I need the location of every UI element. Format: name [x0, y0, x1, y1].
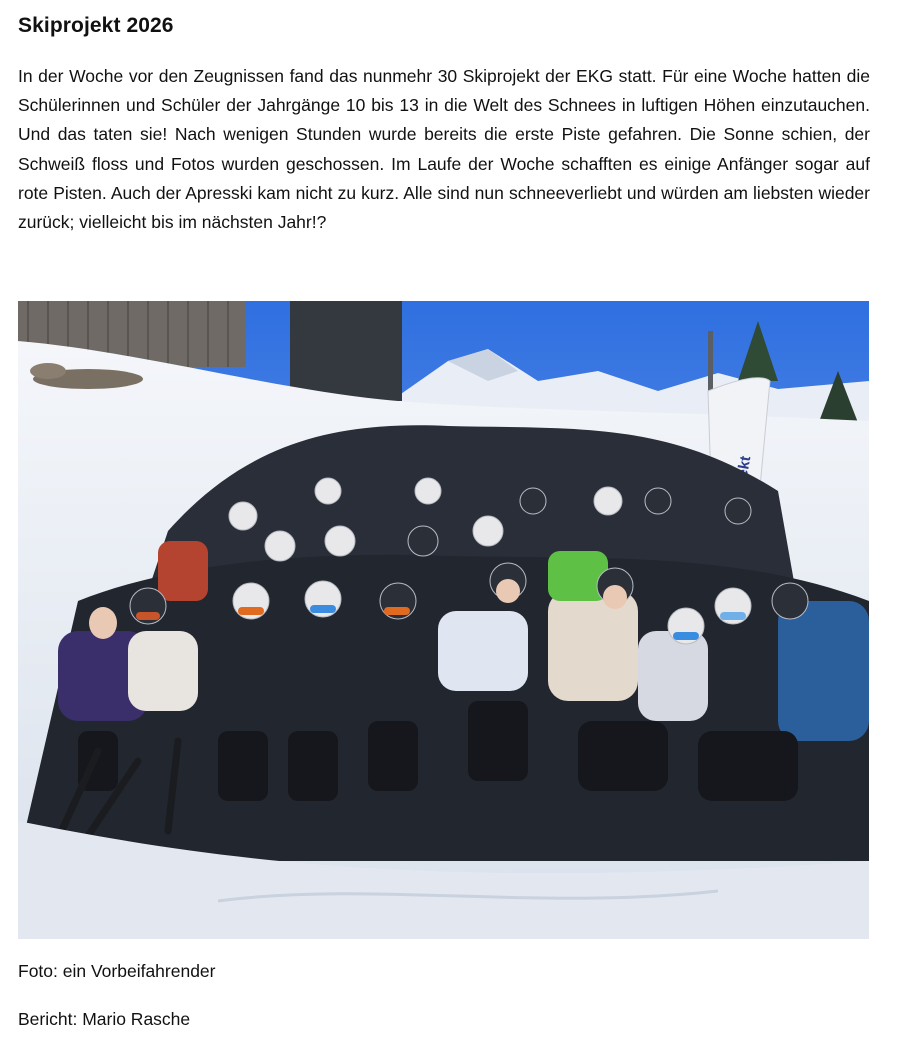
- group-photo-illustration: [18, 301, 869, 939]
- article-body: In der Woche vor den Zeugnissen fand das nunmehr 30 Skiprojekt der EKG statt. Für eine Woche hatten die Schülerinnen und Schüler der Jahrgänge 10 bis 13 in die Welt des Schnees in luftigen Höhen einzutauchen. Und das taten sie! Nach wenigen Stunden wurde bereits die erste Piste gefahren. Die Sonne schien, der Schweiß floss und Fotos wurden geschossen. Im Laufe der Woche schafften es einige Anfänger sogar auf rote Pisten. Auch der Apresski kam nicht zu kurz. Alle sind nun schneeverliebt und würden am liebsten wieder zurück; vielleicht bis im nächsten Jahr!?: [18, 66, 870, 233]
- photo-credit: Foto: ein Vorbeifahrender: [18, 961, 216, 981]
- group-photo: [18, 301, 869, 939]
- building-pillar: [290, 301, 402, 401]
- report-credit: Bericht: Mario Rasche: [18, 1009, 191, 1029]
- article-title: Skiprojekt 2026: [18, 14, 174, 37]
